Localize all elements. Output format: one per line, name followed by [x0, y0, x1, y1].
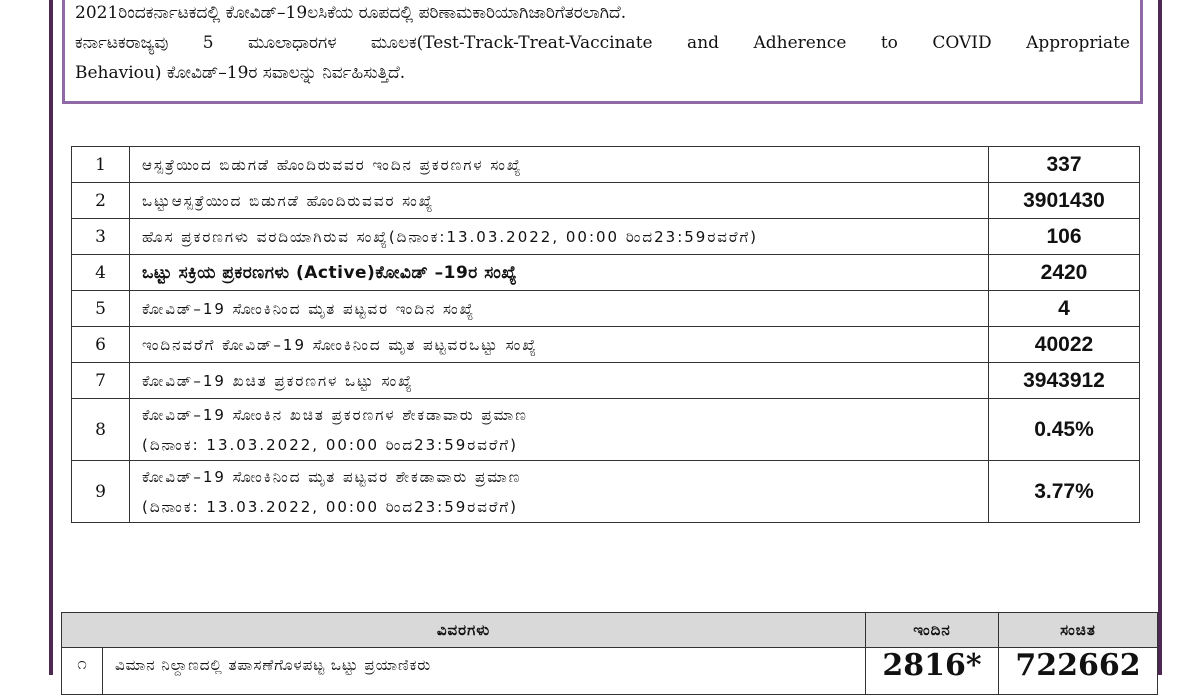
row-description-line-2: (ದಿನಾಂಕ: 13.03.2022, 00:00 ರಿಂದ23:59ರವರೆಗೆ): [142, 497, 518, 516]
row-value: 3901430: [989, 183, 1140, 219]
page-frame-right: [1158, 0, 1162, 675]
row-value: 106: [989, 219, 1140, 255]
row-value: 3943912: [989, 363, 1140, 399]
row-number: 2: [72, 183, 130, 219]
row-description: [130, 399, 989, 461]
row-description: ಆಸ್ಪತ್ರೆಯಿಂದ ಬಿಡುಗಡೆ ಹೊಂದಿರುವವರ ಇಂದಿನ ಪ್ರಕರಣಗಳ ಸಂಖ್ಯೆ: [130, 147, 989, 183]
table-row: [72, 147, 1140, 183]
table-row: [62, 648, 1158, 695]
table-row: [72, 461, 1140, 523]
row-value: 3.77%: [989, 461, 1140, 523]
row-value: 337: [989, 147, 1140, 183]
details-header-row: [62, 613, 1158, 648]
row-number: 1: [72, 147, 130, 183]
row-number: 7: [72, 363, 130, 399]
row-description: ಒಟ್ಟು ಸಕ್ರಿಯ ಪ್ರಕರಣಗಳು (Active)ಕೋವಿಡ್ –19ರ ಸಂಖ್ಯೆ: [130, 255, 989, 291]
row-number: 8: [72, 399, 130, 461]
header-today: ಇಂದಿನ: [866, 613, 999, 648]
intro-line-2: ಕರ್ನಾಟಕರಾಜ್ಯವು 5 ಮೂಲಾಧಾರಗಳ ಮೂಲಕ(Test-Track-Treat-Vaccinate and Adherence to COVID Appropriate: [75, 33, 1130, 53]
row-description-line-1: ಕೋವಿಡ್–19 ಸೋಂಕಿನ ಖಚಿತ ಪ್ರಕರಣಗಳ ಶೇಕಡಾವಾರು ಪ್ರಮಾಣ: [142, 405, 528, 424]
row-value: 0.45%: [989, 399, 1140, 461]
table-row: [72, 399, 1140, 461]
row-description: ಹೊಸ ಪ್ರಕರಣಗಳು ವರದಿಯಾಗಿರುವ ಸಂಖ್ಯೆ(ದಿನಾಂಕ:13.03.2022, 00:00 ರಿಂದ23:59ರವರೆಗೆ): [130, 219, 989, 255]
row-value: 40022: [989, 327, 1140, 363]
row-number: 6: [72, 327, 130, 363]
row-cumulative-value: 722662: [999, 648, 1158, 695]
details-table: [61, 612, 1158, 695]
page-frame-left: [49, 0, 53, 675]
row-value: 4: [989, 291, 1140, 327]
table-row: [72, 327, 1140, 363]
table-row: [72, 291, 1140, 327]
row-number: 9: [72, 461, 130, 523]
intro-line-3: Behaviou) ಕೋವಿಡ್–19ರ ಸವಾಲನ್ನು ನಿರ್ವಹಿಸುತ್ತಿದೆ.: [75, 63, 406, 83]
row-description: ಒಟ್ಟುಆಸ್ಪತ್ರೆಯಿಂದ ಬಿಡುಗಡೆ ಹೊಂದಿರುವವರ ಸಂಖ್ಯೆ: [130, 183, 989, 219]
header-cumulative: ಸಂಚಿತ: [999, 613, 1158, 648]
row-number: ೧: [62, 648, 103, 695]
table-row: [72, 363, 1140, 399]
covid-stats-table: [71, 146, 1140, 523]
intro-text-box: [62, 0, 1143, 104]
row-description: [130, 461, 989, 523]
intro-line-1: 2021ರಿಂದಕರ್ನಾಟಕದಲ್ಲಿ ಕೋವಿಡ್–19ಲಸಿಕೆಯ ರೂಪದಲ್ಲಿ ಪರಿಣಾಮಕಾರಿಯಾಗಿಜಾರಿಗೆತರಲಾಗಿದೆ.: [75, 3, 627, 23]
table-row: [72, 255, 1140, 291]
table-row: [72, 219, 1140, 255]
row-description: ಇಂದಿನವರೆಗೆ ಕೋವಿಡ್–19 ಸೋಂಕಿನಿಂದ ಮೃತ ಪಟ್ಟವರಒಟ್ಟು ಸಂಖ್ಯೆ: [130, 327, 989, 363]
row-number: 4: [72, 255, 130, 291]
row-description: ವಿಮಾನ ನಿಲ್ದಾಣದಲ್ಲಿ ತಪಾಸಣೆಗೊಳಪಟ್ಟ ಒಟ್ಟು ಪ್ರಯಾಣಿಕರು: [103, 648, 866, 695]
table-row: [72, 183, 1140, 219]
row-number: 3: [72, 219, 130, 255]
row-description-line-2: (ದಿನಾಂಕ: 13.03.2022, 00:00 ರಿಂದ23:59ರವರೆಗೆ): [142, 435, 518, 454]
row-description: ಕೋವಿಡ್–19 ಸೋಂಕಿನಿಂದ ಮೃತ ಪಟ್ಟವರ ಇಂದಿನ ಸಂಖ್ಯೆ: [130, 291, 989, 327]
header-details: ವಿವರಗಳು: [62, 613, 866, 648]
row-today-value: 2816*: [866, 648, 999, 695]
row-description: ಕೋವಿಡ್–19 ಖಚಿತ ಪ್ರಕರಣಗಳ ಒಟ್ಟು ಸಂಖ್ಯೆ: [130, 363, 989, 399]
row-value: 2420: [989, 255, 1140, 291]
row-description-line-1: ಕೋವಿಡ್–19 ಸೋಂಕಿನಿಂದ ಮೃತ ಪಟ್ಟವರ ಶೇಕಡಾವಾರು ಪ್ರಮಾಣ: [142, 467, 522, 486]
row-number: 5: [72, 291, 130, 327]
